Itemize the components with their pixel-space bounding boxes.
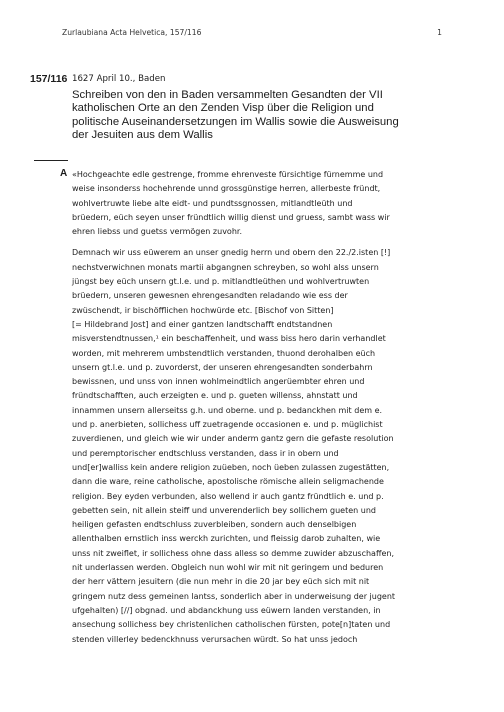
text-line: unss nit zweiflet, ir sollichess ohne dass alless so demme zuwider abzuschaffen, [72,548,394,558]
text-line: dann die ware, reine catholische, apostolische römische allein seligmachende [72,477,384,487]
title-line: der Jesuiten aus dem Wallis [72,129,213,142]
text-line: fründtschafften, auch erzeigten e. und p. gueten willenss, ahnstatt und [72,391,358,401]
text-line: nit underlassen werden. Obgleich nun wohl wir mit nit geringem und beduren [72,563,384,573]
text-line: der herr vättern jesuitern (die nun mehr in die 20 jar bey eüch sich mit nit [72,577,370,587]
text-line: «Hochgeachte edle gestrenge, fromme ehrenveste fürsichtige fürnemme und [72,170,384,179]
text-line: misverstendtnussen,¹ ein beschaffenheit, und wass biss hero darin verhandlet [72,334,386,344]
text-line: ufgehalten) [//] obgnad. und abdanckhung uss eüwern landen verstanden, in [72,605,381,615]
text-line: worden, mit mehrerem umbstendtlich verstanden, thuond derohalben eüch [72,348,376,358]
document-date: 1627 April 10., Baden [72,74,166,84]
text-line: weise insonderss hochehrende unnd grossgünstige herren, allerbeste fründt, [72,184,381,194]
running-header [62,28,442,37]
text-line: bewissnen, und unss von innen wohlmeindtlich angerüembter ehren und [72,377,365,387]
title-line: politische Auseinandersetzungen im Wallis sowie die Ausweisung [72,115,399,128]
text-line: ehren liebss und guetss vermögen zuvohr. [72,227,242,237]
letter-body [72,168,448,647]
text-line: ansechung sollichess bey christenlichen catholischen fürsten, pote[n]taten und [72,620,391,630]
text-line: und p. anerbieten, sollichess uff zuetragende occasionen e. und p. müglichist [72,420,383,430]
section-rule [34,160,68,161]
text-line: [= Hildebrand Jost] and einer gantzen landtschafft endtstandnen [72,319,333,329]
running-title: Zurlaubiana Acta Helvetica, 157/116 [62,28,202,37]
text-line: brüedern, eüch seyen unser fründtlich willig dienst und gruess, sambt wass wir [72,212,390,222]
section-letter: A [60,168,68,179]
text-line: gringem nutz dess gemeinen lantss, sonderlich aber in underweisung der jugent [72,591,396,601]
text-line: zuverdienen, und gleich wie wir under anderm gantz gern die gefaste resolution [72,434,394,444]
text-line: innammen unsern allerseitss g.h. und oberne. und p. bedanckhen mit dem e. [72,405,383,415]
text-line: heiligen gefasten endtschluss zuverbleiben, sondern auch denselbigen [72,520,357,530]
document-title [72,89,444,143]
paragraph [72,246,448,646]
paragraph [72,168,448,239]
text-line: und peremptorischer endtschluss verstanden, dass ir in obern und [72,448,339,458]
text-line: unsern gt.l.e. und p. zuvorderst, der unseren ehrengesandten sonderbahrn [72,362,373,372]
text-line: religion. Bey eyden verbunden, also wellend ir auch gantz fründtlich e. und p. [72,491,384,501]
text-line: brüedern, unseren gewesnen ehrengesandten reladando wie ess der [72,291,348,301]
text-line: stenden villerley bedenckhnuss verursachen würdt. So hat unss jedoch [72,634,358,644]
text-line: Demnach wir uss eüwerem an unser gnedig herrn und obern den 22./2.isten [!] [72,248,391,258]
text-line: wohlvertruwte liebe alte eidt- und pundtssgnossen, mitlandtleüth und [72,198,353,208]
text-line: und[er]walliss kein andere religion zuüeben, noch üeben zulassen zugestätten, [72,462,390,472]
text-line: nechstverwichnen monats martii abgangnen schreyben, so wohl alss unsern [72,262,379,272]
text-line: jüngst bey eüch unsern gt.l.e. und p. mitlandtleüthen und wohlvertruwten [72,277,370,287]
document-number: 157/116 [30,73,68,85]
text-line: gebetten sein, nit allein steiff und unverenderlich bey sollichem gueten und [72,505,376,515]
text-line: allenthalben ernstlich inss werckh zurichten, und fleissig darob zuhalten, wie [72,534,381,544]
title-line: Schreiben von den in Baden versammelten Gesandten der VII [72,89,383,101]
text-line: zwüschendt, ir bischöfflichen hochwürde etc. [Bischof von Sitten] [72,305,334,315]
title-line: katholischen Orte an den Zenden Visp über die Religion und [72,102,374,115]
page-number: 1 [437,28,442,37]
